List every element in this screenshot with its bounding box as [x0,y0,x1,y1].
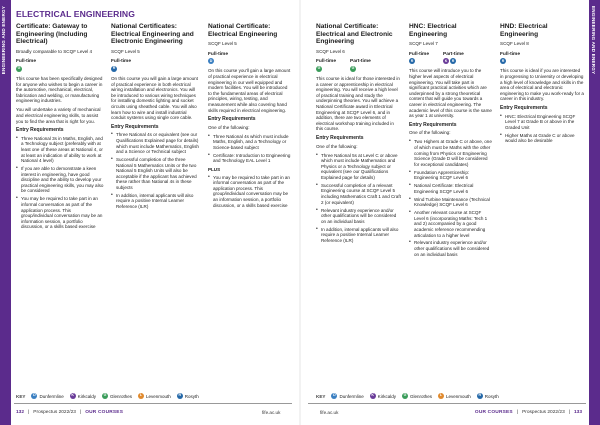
key-campus-name: Kirkcaldy [377,393,396,399]
requirement-item: • Successful completion of the three National 5 Mathematics Units or the two National 5 English Units will also be acceptable if the applicant has achieved these rather than National 4s in these subjects [111,157,201,191]
requirements-list [316,153,402,244]
course-description: You will undertake a variety of mechanical and electrical engineering skills, to assist you to find the area that is right for you. [16,107,101,124]
key-item-levenmouth [438,393,471,399]
course-column [16,23,104,391]
campus-badges [443,58,464,64]
requirement-item: • National Certificate: Electrical Engineering SCQF Level 6 [409,183,493,194]
campus-badge-glenrothes: G [103,393,107,398]
requirement-item: • In addition, internal applicants will also require a positive Internal Learner Reference (ILR) [316,227,402,244]
key-item-rosyth [477,393,499,399]
requirement-item: • Three National 5s at Level C or above which must include Mathematics and Physics or a Technology subject or equivalent (see our Qualifications Explained page for details) [316,153,402,181]
study-mode: Full-time [316,59,336,65]
entry-requirements-heading: Entry Requirements [111,123,159,130]
sidebar-right-label: ENGINEERING AND ENERGY [591,6,596,75]
requirement-item: • Two Highers at Grade C or above, one of which must be Maths with the other coming from Physics or Engineering Science (Grade D will be considered for exceptional candidates) [409,139,493,167]
campus-badge-rosyth: R [410,58,414,63]
requirement-item: • HNC: Electrical Engineering SCQF Level 7 at Grade B or above in the Graded Unit [500,114,584,131]
requirements-subheading: One of the following: [409,130,451,136]
requirements-list [208,134,292,164]
entry-requirements-heading: Entry Requirements [500,104,548,111]
requirements-list [409,139,493,257]
key-label: KEY [16,393,26,399]
requirement-item: • Higher Maths at Grade C or above would also be desirable [500,133,584,144]
requirement-item: • Successful completion of a relevant Engineering course at SCQF Level 5 including Mathematics Craft 1 and Craft 2 (or equivalent) [316,183,402,205]
entry-requirements-heading: Entry Requirements [316,134,364,141]
key-item-levenmouth [138,393,171,399]
campus-badge-rosyth: R [451,58,455,63]
study-mode: Full-time [500,51,520,57]
course-level: SCQF Level 5 [111,48,140,54]
campus-badges [111,66,201,72]
requirement-item: • Three National 3s in Maths, English, and a Technology subject (preferably with at least one of these areas at National 4, or at least an indication of ability to work at National 4 level) [16,136,104,164]
prospectus-label: Prospectus 2022/23 [33,410,76,415]
website-link[interactable]: fife.ac.uk [262,410,281,415]
course-description: On this course you'll gain a large amount of practical experience in electrical engineering in our well equipped and modern facilities. You will be introduced to the fundamental areas of electrical principles, wiring, testing, and measurement while also covering hand skills required in electrical engineering. [208,68,291,113]
campus-badge-rosyth: R [478,393,482,398]
course-level: SCQF Level 8 [500,41,529,47]
requirement-item: • Relevant industry experience and/or other qualifications will be considered on an individual basis [409,240,493,257]
requirement-item: • Certificate: Introduction to Engineering and Technology EAL Level 1 [208,153,292,164]
campus-badge-glenrothes: G [351,66,355,71]
campus-badge-kirkcaldy: K [444,58,448,63]
footer-separator: | [568,410,570,415]
campus-badge-glenrothes: G [317,66,321,71]
requirements-list [111,132,201,209]
study-mode: Full-time [409,51,429,57]
campus-badges [409,58,429,64]
course-level: Broadly comparable to SCQF Level 4 [16,48,93,54]
our-courses-label: OUR COURSES [474,410,513,415]
campus-badge-levenmouth: L [439,393,443,398]
campus-badge-glenrothes: G [403,393,407,398]
study-mode-block [350,59,371,76]
campus-badge-dunfermline: D [333,393,336,398]
requirements-list [500,114,584,144]
website-link[interactable]: fife.ac.uk [320,410,339,415]
key-campus-name: Rosyth [484,393,499,399]
study-mode: Full-time [111,59,131,65]
footer-separator: | [28,410,30,415]
campus-badge-kirkcaldy: K [71,393,75,398]
course-columns [0,23,600,391]
key-item-kirkcaldy [370,393,396,399]
campus-badge-rosyth: R [178,393,182,398]
study-mode: Full-time [16,59,36,65]
key-item-kirkcaldy [70,393,96,399]
course-title: National Certificate: Electrical Engineering [208,23,278,38]
footer-right [475,410,582,415]
campus-badge-rosyth: R [501,58,505,63]
course-column [409,23,493,391]
key-item-rosyth [177,393,199,399]
campus-badge-dunfermline: D [209,58,213,63]
requirement-item: • Three National 4s which must include Maths, English, and a Technology or Science-based subject [208,134,292,151]
requirement-item: • In addition, internal applicants will also require a positive Internal Learner Reference (ILR) [111,193,201,210]
campus-badge-rosyth: R [112,66,116,71]
page-number-right: 133 [573,410,582,415]
study-modes [316,59,402,76]
key-label: KEY [316,393,326,399]
page-number-left: 132 [16,410,25,415]
course-level: SCQF Level 5 [208,41,237,47]
key-campus-name: Levenmouth [146,393,171,399]
study-mode-block [443,52,464,69]
study-mode-block [316,59,336,76]
footer-left [16,410,123,415]
campus-key-right [316,393,499,399]
course-description: This course is ideal for those interested in a career or apprenticeship in electrical engineering. You will receive a high level of practical training and study the underpinning theories. You will achieve a National Certificate award in Electrical Engineering at SCQF Level 6, and in addition, there are two elements of electrical workshop training included in this course. [316,75,400,132]
campus-badge-kirkcaldy: K [371,393,375,398]
key-campus-name: Levenmouth [446,393,471,399]
key-campus-name: Glenrothes [109,393,132,399]
key-campus-name: Glenrothes [409,393,432,399]
campus-badge-levenmouth: L [139,393,143,398]
campus-badges [350,66,371,72]
requirements-list [16,136,104,230]
study-modes [409,52,493,69]
campus-key-left [16,393,199,399]
requirement-item: • Wind Turbine Maintenance (Technical Knowledge) SCQF Level 6 [409,197,493,208]
key-campus-name: Dunfermline [39,393,64,399]
key-item-dunfermline [31,393,63,399]
requirements-subheading: One of the following: [208,124,250,130]
entry-requirements-heading: Entry Requirements [409,121,457,128]
requirement-item: • If you are able to demonstrate a keen interest in engineering, have good discipline and the ability to develop your practical engineering skills, you may also be considered [16,166,104,194]
key-campus-name: Kirkcaldy [77,393,96,399]
prospectus-label: Prospectus 2022/23 [522,410,565,415]
footer-separator: | [516,410,519,415]
requirements-subheading: One of the following: [316,143,358,149]
requirement-item: • You may be required to take part in an informal conversation as part of the application process. This group/individual conversation may be an information session, a portfolio discussion, or a skills based exercise [208,175,292,209]
study-mode-block [409,52,429,69]
page-footer [0,391,600,425]
course-column [111,23,201,391]
course-description: This course has been specifically designed for anyone who wishes to begin a career in the automotive, mechanical, electrical, fabrication and welding, or manufacturing engineering industries. [16,75,103,104]
course-column [316,23,402,391]
course-title: National Certificates: Electrical Engineering and Electronic Engineering [111,23,194,46]
course-description: This course will introduce you to the higher level aspects of electrical engineering. You will take part in significant practical activities which are underpinned by a strong theoretical content that will guide you towards a career in electrical engineering. The academic level of this course is the same as year 1 at university. [409,68,492,119]
study-mode: Part-time [350,59,371,65]
entry-requirements-heading: Entry Requirements [208,116,256,123]
key-item-dunfermline [331,393,363,399]
requirements-list [208,175,292,209]
course-level: SCQF Level 6 [316,48,345,54]
section-title: ELECTRICAL ENGINEERING [16,9,136,19]
key-campus-name: Dunfermline [339,393,364,399]
course-column [208,23,292,391]
course-title: HND: Electrical Engineering [500,23,548,38]
key-item-glenrothes [402,393,432,399]
campus-badge-dunfermline: D [33,393,36,398]
our-courses-label: OUR COURSES [85,410,124,415]
requirement-item: • You may be required to take part in an informal conversation as part of the application process. This group/individual conversation may be an information session, a portfolio discussion, or a skills based exercise [16,196,104,230]
entry-requirements-heading: Entry Requirements [16,127,64,134]
course-column [500,23,584,391]
campus-badges [208,58,292,64]
study-mode: Part-time [443,51,464,57]
campus-badges [316,66,336,72]
campus-badge-glenrothes: G [17,66,21,71]
requirement-item: • Foundation Apprenticeship: Engineering SCQF Level 6 [409,170,493,181]
requirement-item: • Another relevant course at SCQF Level 6 (incorporating Maths: Tech 1 and 2) accompanied by a good academic reference recommending articulation to a higher level [409,210,493,238]
key-campus-name: Rosyth [184,393,199,399]
footer-rule [308,403,586,404]
footer-separator: | [79,410,82,415]
course-level: SCQF Level 7 [409,41,438,47]
campus-badges [500,58,584,64]
sidebar-left-label: ENGINEERING AND ENERGY [1,6,6,75]
campus-badges [16,66,104,72]
footer-rule [14,403,292,404]
course-title: HNC: Electrical Engineering [409,23,457,38]
requirement-item: • Relevant industry experience and/or other qualifications will be considered on an individual basis [316,208,402,225]
study-mode: Full-time [208,51,228,57]
course-description: This course is ideal if you are interested in progressing to University or developing a high level of knowledge and skills in the area of electrical and electronic engineering to make you work-ready for a career in this industry. [500,68,584,102]
key-item-glenrothes [102,393,132,399]
requirement-item: • Three National 4s or equivalent (see our Qualifications Explained page for details) which must include Mathematics, English and a Science or Technical subject [111,132,201,154]
plus-label: PLUS [208,167,221,173]
course-description: On this course you will gain a large amount of practical experience in both electrical wiring installation and electronics. You will be introduced to various wiring techniques for installing domestic lighting and socket circuits using sheathed cable. You will also learn how to wire and install industrial conduit systems using single core cable. [111,75,198,121]
course-title: National Certificate: Electrical and Electronic Engineering [316,23,393,46]
course-title: Certificate: Gateway to Engineering (Including Electrical) [16,23,88,46]
